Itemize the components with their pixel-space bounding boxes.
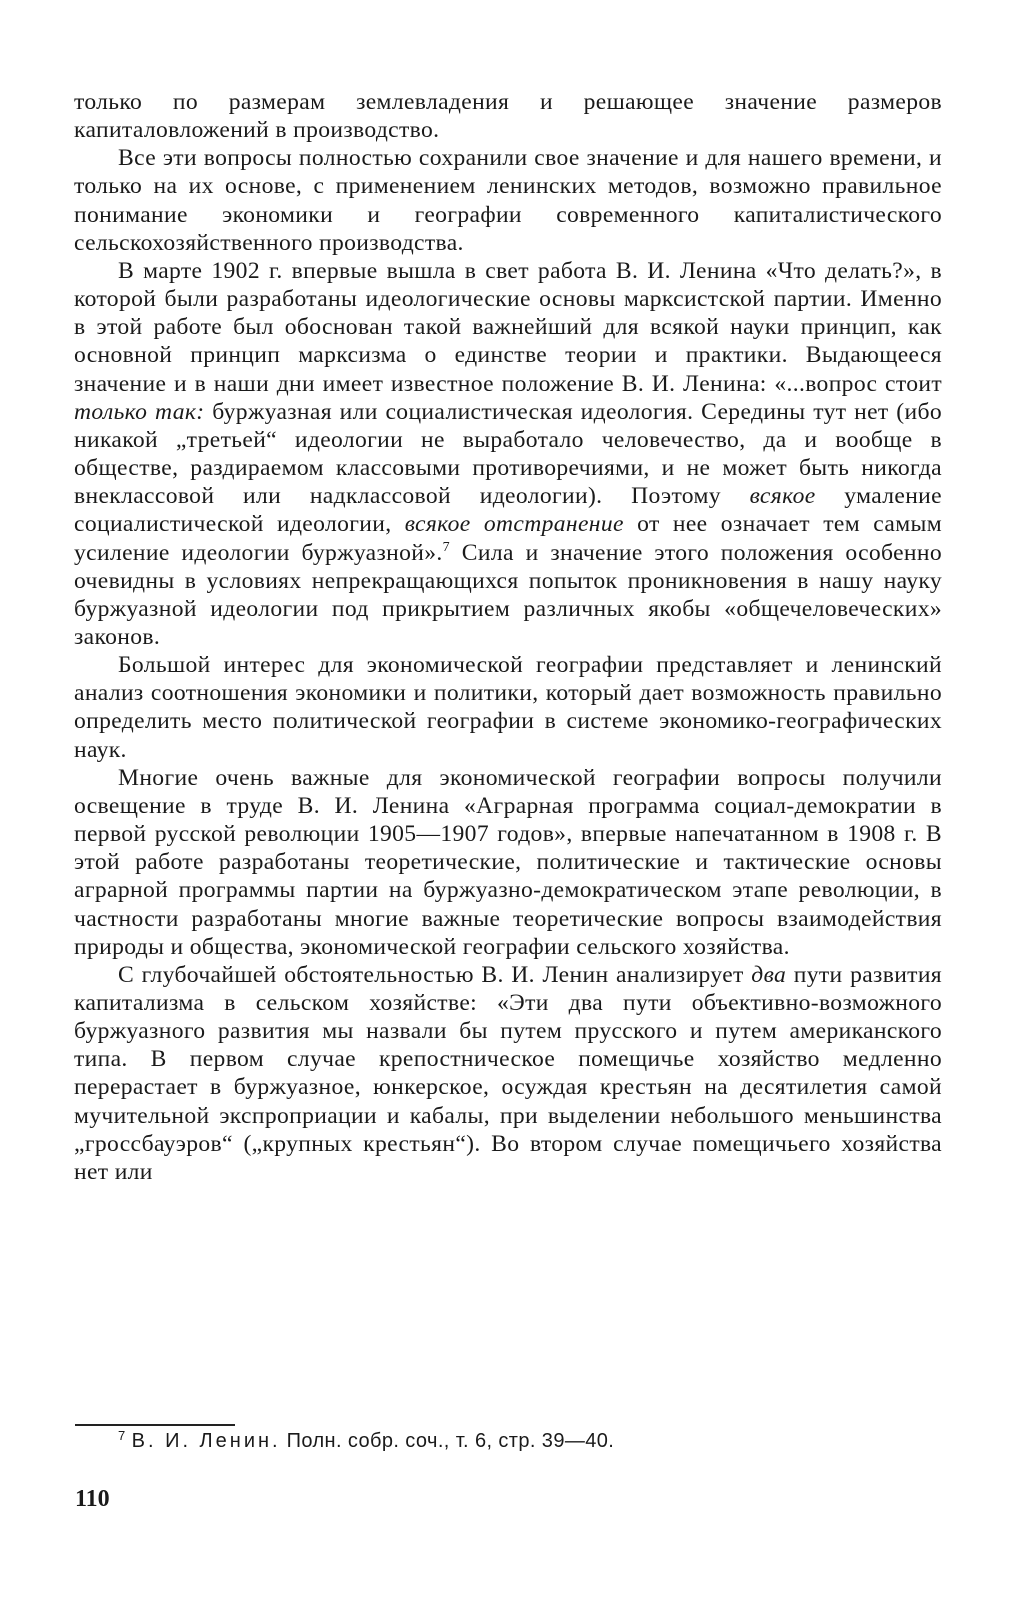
paragraph-text: Все эти вопросы полностью сохранили свое значение и для нашего времени, и только на их основе, с применением ленинских методов, возможно правильное понимание экономики и географии современного капиталистического сельскохозяйственного производства. <box>74 145 942 256</box>
footnote-author: В. И. Ленин. <box>131 1430 281 1452</box>
footnote-marker: 7 <box>118 1428 126 1443</box>
emphasis-text: всякое отстранение <box>404 511 624 538</box>
page-number: 110 <box>75 1486 110 1512</box>
paragraph <box>74 961 942 1186</box>
page-body <box>74 88 942 1186</box>
emphasis-text: два <box>751 961 787 988</box>
main-text <box>74 88 942 1186</box>
paragraph-text: пути развития капитализма в сельском хозяйстве: «Эти два пути объективно-возможного буржуазного развития мы назвали бы путем прусского и путем американского типа. В первом случае крепостническое помещичье хозяйство медленно перерастает в буржуазное, юнкерское, осуждая крестьян на десятилетия самой мучительной экспроприации и кабалы, при выделении небольшого меньшинства „гроссбауэров“ („крупных крестьян“). Во втором случае помещичьего хозяйства нет или <box>74 961 943 1185</box>
paragraph <box>74 88 942 144</box>
paragraph-text: С глубочайшей обстоятельностью В. И. Ленин анализирует <box>118 961 752 988</box>
footnote-reference: 7 <box>442 539 451 555</box>
paragraph-text: только по размерам землевладения и решающее значение размеров капиталовложений в производство. <box>74 89 942 144</box>
paragraph-text: умаление социалистической идеологии, <box>74 483 942 538</box>
paragraph <box>74 257 942 651</box>
footnote <box>118 1430 614 1453</box>
paragraph <box>74 651 942 764</box>
emphasis-text: всякое <box>749 483 816 510</box>
footnote-separator <box>75 1424 235 1426</box>
paragraph <box>74 144 942 257</box>
paragraph-text: от нее означает тем самым усиление идеологии буржуазной». <box>74 511 942 566</box>
footnote-text: Полн. собр. соч., т. 6, стр. 39—40. <box>280 1430 615 1452</box>
paragraph-text: буржуазная или социалистическая идеология. Середины тут нет (ибо никакой „третьей“ идеологии не выработало человечество, да и вообще в обществе, раздираемом классовыми противоречиями, и не может быть никогда внеклассовой или надклассовой идеологии). Поэтому <box>74 398 942 510</box>
paragraph-text: Многие очень важные для экономической географии вопросы получили освещение в труде В. И. Ленина «Аграрная программа социал-демократии в первой русской революции 1905—1907 годов», впервые напечатанном в 1908 г. В этой работе разработаны теоретические, политические и тактические основы аграрной программы партии на буржуазно-демократическом этапе революции, в частности разработаны многие важные теоретические вопросы взаимодействия природы и общества, экономической географии сельского хозяйства. <box>74 764 942 960</box>
paragraph-text: Сила и значение этого положения особенно очевидны в условиях непрекращающихся попыток проникновения в нашу науку буржуазной идеологии под прикрытием различных якобы «общечеловеческих» законов. <box>74 539 942 650</box>
paragraph-text: В марте 1902 г. впервые вышла в свет работа В. И. Ленина «Что делать?», в которой были разработаны идеологические основы марксистской партии. Именно в этой работе был обоснован такой важнейший для всякой науки принцип, как основной принцип марксизма о единстве теории и практики. Выдающееся значение и в наши дни имеет известное положение В. И. Ленина: «...вопрос стоит <box>74 257 942 397</box>
emphasis-text: только так: <box>74 398 205 425</box>
paragraph-text: Большой интерес для экономической географии представляет и ленинский анализ соотношения экономики и политики, который дает возможность правильно определить место политической географии в системе экономико-географических наук. <box>74 652 942 763</box>
paragraph <box>74 764 942 961</box>
